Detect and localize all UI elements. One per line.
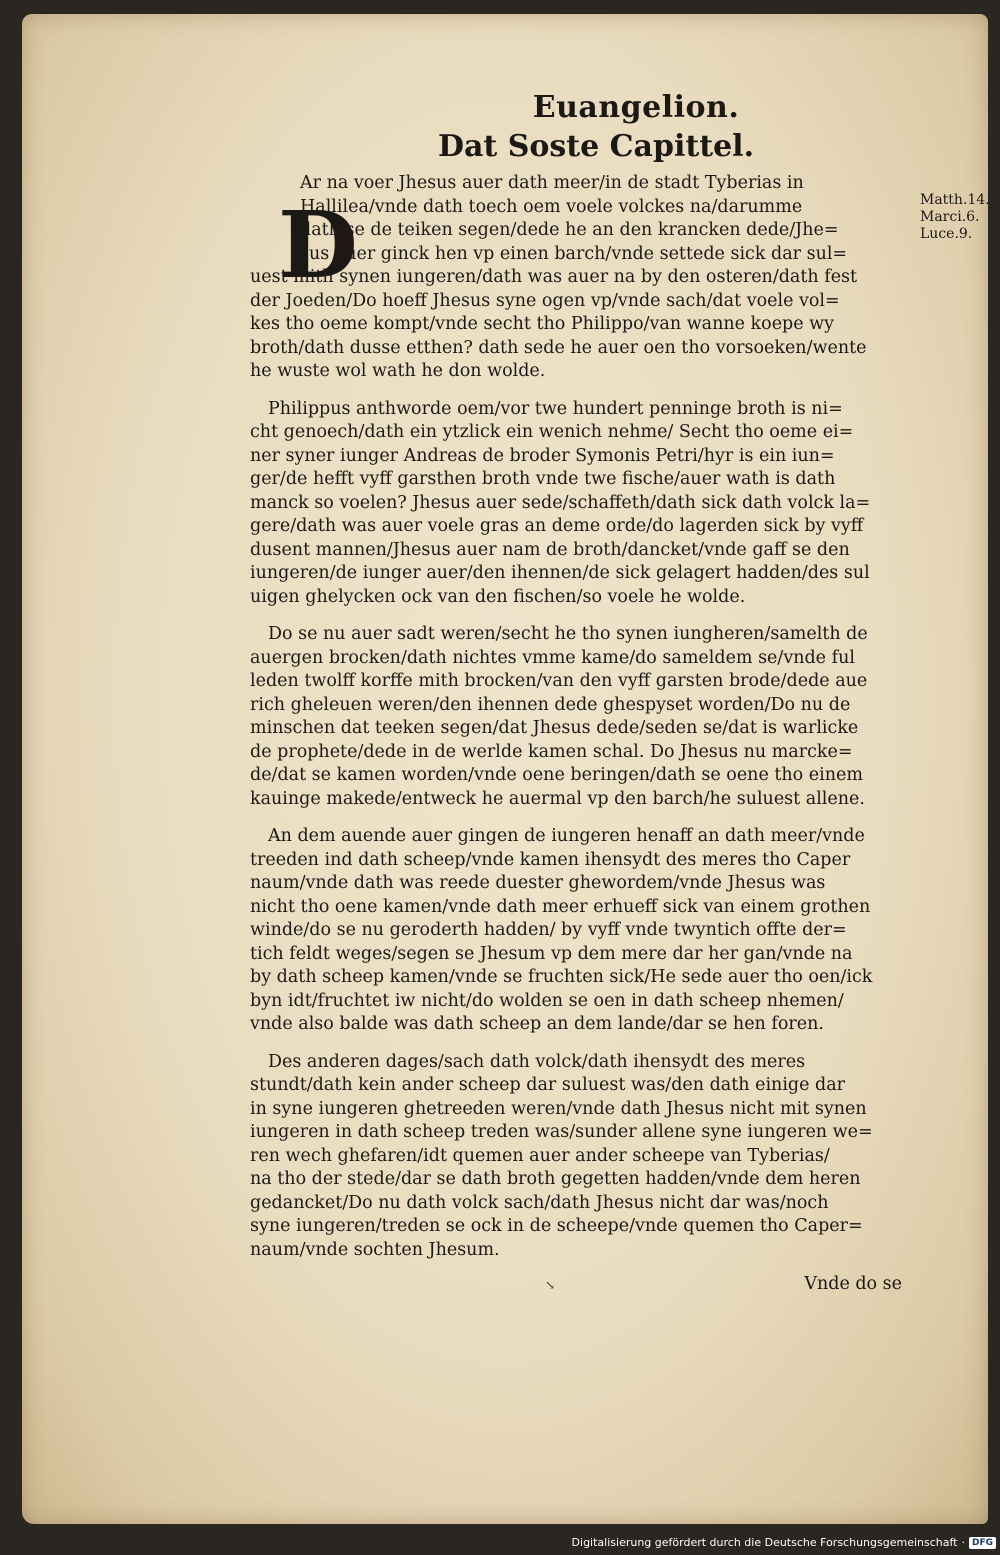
text-line: cht genoech/dath ein ytzlick ein wenich nehme/ Secht tho oeme ei=	[250, 422, 854, 442]
text-line: tich feldt weges/segen se Jhesum vp dem mere dar her gan/vnde na	[250, 943, 853, 964]
text-line: ner syner iunger Andreas de broder Symonis Petri/hyr is ein iun=	[250, 445, 835, 466]
text-line: Philippus anthworde oem/vor twe hundert penninge broth is ni=	[268, 398, 843, 419]
margin-references	[920, 192, 1000, 243]
text-line: Des anderen dages/sach dath volck/dath ihensydt des meres	[268, 1051, 806, 1072]
text-line: na tho der stede/dar se dath broth gegetten hadden/vnde dem heren	[250, 1169, 861, 1189]
text-line: de/dat se kamen worden/vnde oene beringen/dath se oene tho einem	[250, 765, 863, 785]
text-line: manck so voelen? Jhesus auer sede/schaffeth/dath sick dath volck la=	[250, 492, 871, 513]
text-line: vnde also balde was dath scheep an dem lande/dar se hen foren.	[250, 1014, 824, 1034]
text-line: he wuste wol wath he don wolde.	[250, 361, 546, 381]
page-title: Euangelion.	[532, 90, 740, 125]
paragraph	[250, 172, 912, 384]
dfg-logo: DFG	[969, 1537, 996, 1549]
text-line: uest mith synen iungeren/dath was auer na by den osteren/dath fest	[250, 267, 858, 287]
text-line: ger/de hefft vyff garsthen broth vnde twe fische/auer wath is dath	[250, 469, 836, 489]
text-line: minschen dat teeken segen/dat Jhesus dede/seden se/dat is warlicke	[250, 718, 859, 738]
text-line: syne iungeren/treden se ock in de scheepe/vnde quemen tho Caper=	[250, 1216, 863, 1236]
text-line: winde/do se nu geroderth hadden/ by vyff vnde twyntich offte der=	[250, 920, 847, 940]
text-line: nicht tho oene kamen/vnde dath meer erhueff sick van einem grothen	[250, 896, 871, 917]
text-line: ren wech ghefaren/idt quemen auer ander scheepe van Tyberias/	[250, 1145, 830, 1166]
text-line: gedancket/Do nu dath volck sach/dath Jhesus nicht dar was/noch	[250, 1192, 829, 1213]
decorated-initial: D	[278, 191, 358, 299]
paragraph	[250, 623, 912, 811]
text-line: stundt/dath kein ander scheep dar suluest was/den dath einige dar	[250, 1075, 846, 1095]
text-line: naum/vnde sochten Jhesum.	[250, 1239, 500, 1260]
text-line: dusent mannen/Jhesus auer nam de broth/dancket/vnde gaff se den	[250, 539, 850, 560]
paragraph	[250, 398, 912, 610]
paragraph	[250, 825, 912, 1037]
text-line: de prophete/dede in de werlde kamen schal. Do Jhesus nu marcke=	[250, 741, 853, 762]
text-line: leden twolff korffe mith brocken/van den vyff garsten brode/dede aue	[250, 671, 868, 691]
text-line: auergen brocken/dath nichtes vmme kame/do sameldem se/vnde ful	[250, 647, 855, 668]
text-line: in syne iungeren ghetreeden weren/vnde dath Jhesus nicht mit synen	[250, 1098, 867, 1119]
catchword: Vnde do se	[804, 1274, 902, 1294]
text-line: Do se nu auer sadt weren/secht he tho synen iungheren/samelth de	[268, 624, 868, 644]
text-line: sus auer ginck hen vp einen barch/vnde settede sick dar sul=	[300, 243, 848, 264]
body-text	[250, 172, 912, 1262]
text-line: treeden ind dath scheep/vnde kamen ihensydt des meres tho Caper	[250, 849, 851, 870]
page-mark: ↘	[545, 1278, 556, 1292]
text-line: iungeren/de iunger auer/den ihennen/de sick gelagert hadden/des sul	[250, 563, 870, 583]
text-line: broth/dath dusse etthen? dath sede he auer oen tho vorsoeken/wente	[250, 337, 867, 358]
chapter-heading: Dat Soste Capittel.	[437, 129, 755, 164]
text-line: An dem auende auer gingen de iungeren henaff an dath meer/vnde	[268, 826, 865, 846]
margin-ref-matthew: Matth.14.	[920, 192, 990, 208]
text-line: kauinge makede/entweck he auermal vp den barch/he suluest allene.	[250, 788, 865, 809]
text-line: uigen ghelycken ock van den fischen/so voele he wolde.	[250, 586, 746, 607]
text-line: naum/vnde dath was reede duester ghewordem/vnde Jhesus was	[250, 873, 826, 893]
text-line: dath se de teiken segen/dede he an den krancken dede/Jhe=	[300, 220, 839, 240]
text-line: Ar na voer Jhesus auer dath meer/in de stadt Tyberias in	[300, 173, 804, 193]
text-block	[250, 90, 912, 1294]
footer: Digitalisierung gefördert durch die Deutsche Forschungsgemeinschaft · DFG	[572, 1536, 996, 1549]
margin-ref-mark: Marci.6.	[920, 209, 980, 225]
text-line: gere/dath was auer voele gras an deme orde/do lagerden sick by vyff	[250, 516, 864, 536]
margin-ref-luke: Luce.9.	[920, 226, 973, 242]
text-line: der Joeden/Do hoeff Jhesus syne ogen vp/vnde sach/dat voele vol=	[250, 290, 840, 311]
text-line: iungeren in dath scheep treden was/sunder allene syne iungeren we=	[250, 1122, 873, 1142]
text-line: Hallilea/vnde dath toech oem voele volckes na/darumme	[300, 196, 803, 217]
text-line: by dath scheep kamen/vnde se fruchten sick/He sede auer tho oen/ick	[250, 967, 873, 987]
paragraph	[250, 1051, 912, 1263]
text-line: rich gheleuen weren/den ihennen dede ghespyset worden/Do nu de	[250, 694, 851, 715]
text-line: kes tho oeme kompt/vnde secht tho Philippo/van wanne koepe wy	[250, 314, 835, 334]
text-line: byn idt/fruchtet iw nicht/do wolden se oen in dath scheep nhemen/	[250, 990, 844, 1011]
footer-text: Digitalisierung gefördert durch die Deutsche Forschungsgemeinschaft	[571, 1536, 958, 1549]
